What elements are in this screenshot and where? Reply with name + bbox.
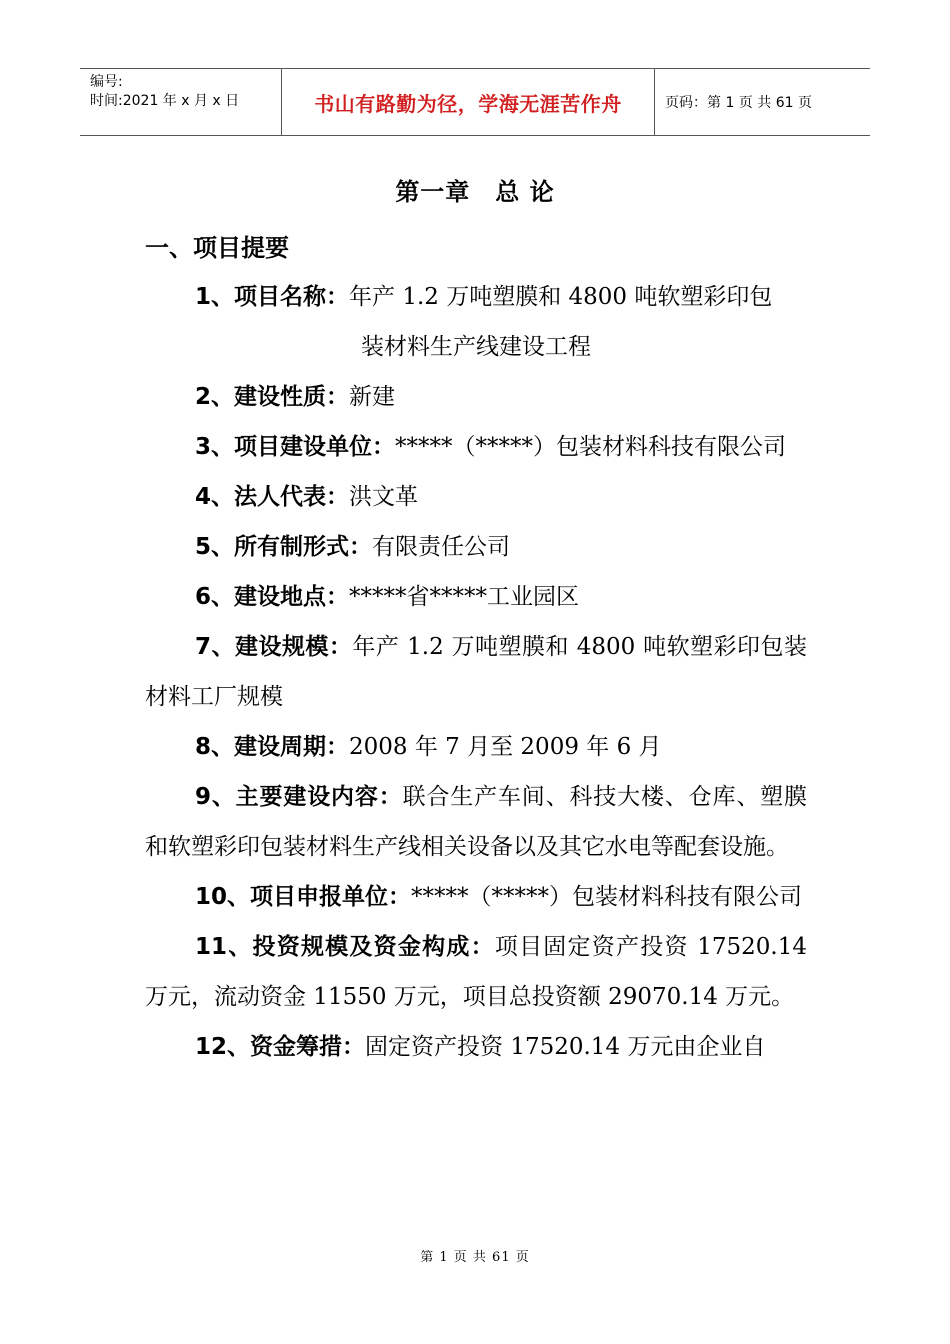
item-text: 2008 年 7 月至 2009 年 6 月 [349,734,662,760]
item-label: 4、法人代表： [195,484,350,510]
document-body [145,272,807,1072]
item-text: 年产 1.2 万吨塑膜和 4800 吨软塑彩印包装材料工厂规模 [145,634,807,710]
document-time-label: 时间:2021 年 x 月 x 日 [90,93,240,109]
item-ownership-form [145,522,807,572]
header-meta [80,69,282,135]
page-footer: 第 1 页 共 61 页 [420,1250,530,1265]
item-label: 2、建设性质： [195,384,350,410]
item-project-name-cont: 装材料生产线建设工程 [361,334,591,360]
item-text: *****省*****工业园区 [349,584,580,610]
item-project-name [145,272,807,322]
item-label: 10、项目申报单位： [195,884,412,910]
item-label: 1、项目名称： [195,284,350,310]
item-text: 有限责任公司 [372,534,511,560]
item-funding [145,1022,807,1072]
chapter-title: 第一章 总 论 [395,178,555,206]
item-text: 洪文革 [349,484,419,510]
item-text: 固定资产投资 17520.14 万元由企业自 [365,1034,766,1060]
item-text: 年产 1.2 万吨塑膜和 4800 吨软塑彩印包 [349,284,773,310]
item-label: 11、投资规模及资金构成： [195,934,495,960]
item-location [145,572,807,622]
item-main-content [145,772,807,872]
item-text: 新建 [349,384,396,410]
item-label: 8、建设周期： [195,734,350,760]
page-header [80,68,870,136]
item-label: 3、项目建设单位： [195,434,396,460]
item-label: 12、资金筹措： [195,1034,366,1060]
item-period [145,722,807,772]
item-text: 联合生产车间、科技大楼、仓库、塑膜和软塑彩印包装材料生产线相关设备以及其它水电等配套设施。 [145,784,807,860]
item-label: 5、所有制形式： [195,534,373,560]
item-text: *****（*****）包装材料科技有限公司 [395,434,787,460]
item-legal-representative [145,472,807,522]
item-applicant [145,872,807,922]
item-label: 6、建设地点： [195,584,350,610]
item-text: 项目固定资产投资 17520.14 万元，流动资金 11550 万元，项目总投资额 29070.14 万元。 [145,934,807,1010]
item-construction-unit [145,422,807,472]
item-text: *****（*****）包装材料科技有限公司 [411,884,803,910]
header-page-info: 页码：第 1 页 共 61 页 [665,95,812,111]
item-construction-nature [145,372,807,422]
item-investment [145,922,807,1022]
item-scale [145,622,807,722]
item-label: 7、建设规模： [195,634,353,660]
document-number-label: 编号: [90,74,123,90]
item-label: 9、主要建设内容： [195,784,403,810]
header-motto: 书山有路勤为径，学海无涯苦作舟 [282,69,655,135]
section-title: 一、项目提要 [145,234,289,262]
